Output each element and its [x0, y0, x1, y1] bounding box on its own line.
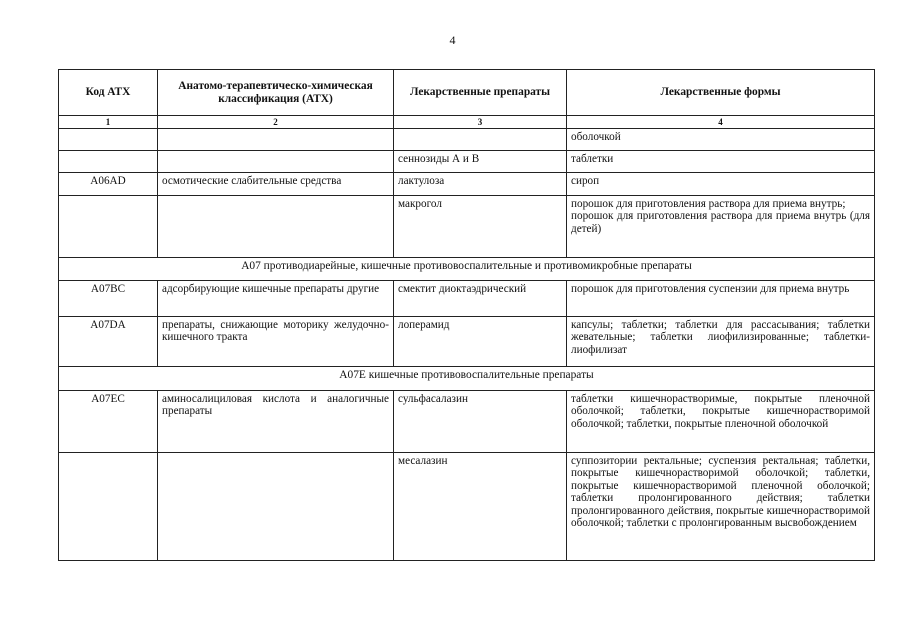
table-row — [59, 129, 875, 151]
drug-cell — [394, 129, 567, 151]
atx-class-cell — [158, 196, 394, 258]
column-number: 1 — [59, 116, 158, 129]
group-heading: A07 противодиарейные, кишечные противовоспалительные и противомикробные препараты — [59, 258, 875, 281]
table-row — [59, 281, 875, 317]
table-header-row — [59, 70, 875, 116]
atx-class-cell — [158, 151, 394, 173]
group-heading-row — [59, 367, 875, 391]
atx-class-cell: аминосалициловая кислота и аналогичные препараты — [158, 391, 394, 453]
atx-code-cell — [59, 129, 158, 151]
atx-code-cell: A07EC — [59, 391, 158, 453]
drug-cell: смектит диоктаэдрический — [394, 281, 567, 317]
dosage-forms-cell: таблетки кишечнорастворимые, покрытые пленочной оболочкой; таблетки, покрытые кишечнорастворимой оболочкой; таблетки, покрытые пленочной оболочкой — [567, 391, 875, 453]
dosage-forms-cell: суппозитории ректальные; суспензия ректальная; таблетки, покрытые кишечнорастворимой оболочкой; таблетки, покрытые кишечнорастворимой пленочной оболочкой; таблетки пролонгированного действия; таблетки пролонгированного действия, покрытые кишечнорастворимой оболочкой; таблетки с пролонгированным высвобождением — [567, 453, 875, 561]
group-heading: A07E кишечные противовоспалительные препараты — [59, 367, 875, 391]
column-number: 2 — [158, 116, 394, 129]
header-atx-code: Код АТХ — [59, 70, 158, 116]
column-number: 3 — [394, 116, 567, 129]
atx-code-cell — [59, 151, 158, 173]
atx-class-cell: препараты, снижающие моторику желудочно-кишечного тракта — [158, 317, 394, 367]
dosage-forms-cell: порошок для приготовления суспензии для приема внутрь — [567, 281, 875, 317]
header-drugs: Лекарственные препараты — [394, 70, 567, 116]
atx-class-cell — [158, 453, 394, 561]
atx-class-cell — [158, 129, 394, 151]
drug-cell: сульфасалазин — [394, 391, 567, 453]
atx-class-cell: адсорбирующие кишечные препараты другие — [158, 281, 394, 317]
dosage-forms-cell: таблетки — [567, 151, 875, 173]
atx-code-cell: A07DA — [59, 317, 158, 367]
table-row — [59, 173, 875, 196]
atx-code-cell: A07BC — [59, 281, 158, 317]
table-row — [59, 453, 875, 561]
drug-cell: месалазин — [394, 453, 567, 561]
drug-cell: сеннозиды А и В — [394, 151, 567, 173]
page-number: 4 — [449, 33, 456, 47]
table-row — [59, 196, 875, 258]
dosage-forms-cell: капсулы; таблетки; таблетки для рассасывания; таблетки жевательные; таблетки лиофилизированные; таблетки-лиофилизат — [567, 317, 875, 367]
column-number-row — [59, 116, 875, 129]
column-number: 4 — [567, 116, 875, 129]
dosage-forms-cell: оболочкой — [567, 129, 875, 151]
table-row — [59, 317, 875, 367]
dosage-forms-cell: сироп — [567, 173, 875, 196]
header-dosage-forms: Лекарственные формы — [567, 70, 875, 116]
drug-cell: макрогол — [394, 196, 567, 258]
header-atx-classification: Анатомо-терапевтическо-химическая классификация (АТХ) — [158, 70, 394, 116]
atx-code-cell — [59, 453, 158, 561]
atx-code-cell: A06AD — [59, 173, 158, 196]
table-row — [59, 151, 875, 173]
drug-cell: лактулоза — [394, 173, 567, 196]
atx-code-cell — [59, 196, 158, 258]
dosage-forms-cell: порошок для приготовления раствора для приема внутрь; порошок для приготовления раствора для приема внутрь (для детей) — [567, 196, 875, 258]
drug-cell: лоперамид — [394, 317, 567, 367]
table-row — [59, 391, 875, 453]
group-heading-row — [59, 258, 875, 281]
atx-table — [58, 69, 875, 561]
atx-class-cell: осмотические слабительные средства — [158, 173, 394, 196]
